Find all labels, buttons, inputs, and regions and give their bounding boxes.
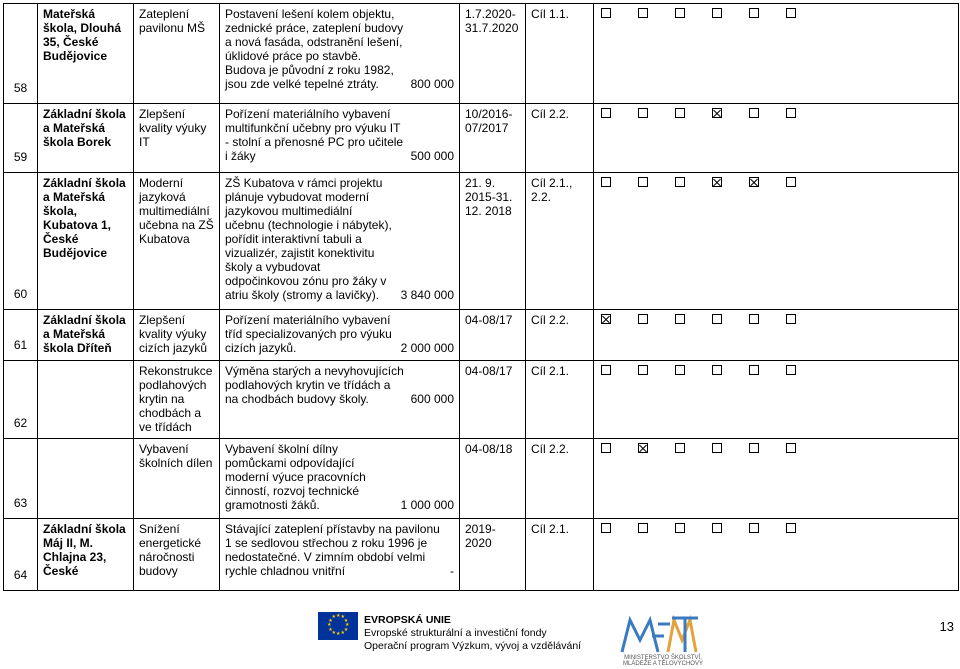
goal: Cíl 2.1. bbox=[526, 361, 594, 439]
eu-flag-icon bbox=[318, 612, 358, 640]
table-row bbox=[4, 519, 959, 591]
description-cell bbox=[220, 310, 460, 361]
empty-box-icon bbox=[601, 523, 611, 533]
empty-box-icon bbox=[786, 177, 796, 187]
empty-box-icon bbox=[601, 177, 611, 187]
description-cell bbox=[220, 173, 460, 310]
table-row bbox=[4, 4, 959, 104]
project-name: Moderní jazyková multimediální učebna na ZŠ Kubatova bbox=[134, 173, 220, 310]
amount: 2 000 000 bbox=[400, 341, 454, 355]
project-name: Zateplení pavilonu MŠ bbox=[134, 4, 220, 104]
empty-box-icon bbox=[712, 314, 722, 324]
applicant bbox=[38, 439, 134, 519]
applicant: Základní škola Máj II, M. Chlajna 23, České bbox=[38, 519, 134, 591]
empty-box-icon bbox=[786, 365, 796, 375]
star-icon: ★ bbox=[328, 626, 333, 633]
projects-table bbox=[3, 3, 959, 591]
star-icon: ★ bbox=[345, 622, 350, 628]
project-name: Zlepšení kvality výuky cizích jazyků bbox=[134, 310, 220, 361]
empty-box-icon bbox=[749, 443, 759, 453]
row-number: 58 bbox=[4, 4, 38, 104]
empty-box-icon bbox=[712, 8, 722, 18]
star-icon: ★ bbox=[343, 626, 349, 633]
applicant: Mateřská škola, Dlouhá 35, České Budějovice bbox=[38, 4, 134, 104]
empty-box-icon bbox=[638, 108, 648, 118]
eu-programme: Operační program Výzkum, vývoj a vzdělávání bbox=[364, 640, 582, 652]
project-name: Snížení energetické náročnosti budovy bbox=[134, 519, 220, 591]
period: 04-08/18 bbox=[460, 439, 526, 519]
table-row bbox=[4, 104, 959, 173]
checkbox-cell bbox=[594, 519, 959, 591]
checkbox-cell bbox=[594, 173, 959, 310]
row-number: 64 bbox=[4, 519, 38, 591]
empty-box-icon bbox=[601, 365, 611, 375]
applicant: Základní škola a Mateřská škola Dříteň bbox=[38, 310, 134, 361]
period: 10/2016-07/2017 bbox=[460, 104, 526, 173]
star-icon: ★ bbox=[327, 622, 332, 628]
checked-box-icon bbox=[712, 177, 722, 187]
amount: 3 840 000 bbox=[400, 288, 454, 302]
eu-title: EVROPSKÁ UNIE bbox=[364, 614, 451, 626]
row-number: 59 bbox=[4, 104, 38, 173]
empty-box-icon bbox=[675, 8, 685, 18]
amount: 600 000 bbox=[410, 392, 454, 406]
goal: Cíl 1.1. bbox=[526, 4, 594, 104]
empty-box-icon bbox=[786, 8, 796, 18]
period: 2019-2020 bbox=[460, 519, 526, 591]
empty-box-icon bbox=[749, 314, 759, 324]
applicant: Základní škola a Mateřská škola Borek bbox=[38, 104, 134, 173]
eu-logo-text bbox=[364, 614, 581, 653]
checked-box-icon bbox=[712, 108, 722, 118]
amount: 500 000 bbox=[410, 149, 454, 163]
amount: - bbox=[450, 564, 454, 578]
empty-box-icon bbox=[749, 8, 759, 18]
table-row bbox=[4, 439, 959, 519]
period: 04-08/17 bbox=[460, 310, 526, 361]
description-cell bbox=[220, 361, 460, 439]
description-cell bbox=[220, 104, 460, 173]
table-row bbox=[4, 173, 959, 310]
footer bbox=[0, 610, 960, 669]
checkbox-cell bbox=[594, 4, 959, 104]
checkbox-cell bbox=[594, 310, 959, 361]
row-number: 62 bbox=[4, 361, 38, 439]
goal: Cíl 2.2. bbox=[526, 439, 594, 519]
empty-box-icon bbox=[638, 523, 648, 533]
period: 1.7.2020-31.7.2020 bbox=[460, 4, 526, 104]
empty-box-icon bbox=[712, 443, 722, 453]
empty-box-icon bbox=[749, 108, 759, 118]
goal: Cíl 2.2. bbox=[526, 104, 594, 173]
empty-box-icon bbox=[638, 8, 648, 18]
empty-box-icon bbox=[749, 523, 759, 533]
table-row bbox=[4, 361, 959, 439]
amount: 1 000 000 bbox=[400, 498, 454, 512]
star-icon: ★ bbox=[340, 629, 345, 636]
star-icon: ★ bbox=[336, 631, 341, 637]
row-number: 60 bbox=[4, 173, 38, 310]
goal: Cíl 2.2. bbox=[526, 310, 594, 361]
description: Postavení lešení kolem objektu, zednické práce, zateplení budovy a nová fasáda, odstranění lešení, úklidové práce po stavbě. Budova je původní z roku 1982, jsou zde velké tepelné ztráty. bbox=[225, 7, 404, 91]
period: 21. 9. 2015-31. 12. 2018 bbox=[460, 173, 526, 310]
applicant: Základní škola a Mateřská škola, Kubatova 1, České Budějovice bbox=[38, 173, 134, 310]
empty-box-icon bbox=[675, 443, 685, 453]
goal: Cíl 2.1., 2.2. bbox=[526, 173, 594, 310]
empty-box-icon bbox=[675, 314, 685, 324]
description-cell bbox=[220, 439, 460, 519]
checkbox-cell bbox=[594, 104, 959, 173]
empty-box-icon bbox=[638, 314, 648, 324]
star-icon: ★ bbox=[336, 613, 341, 619]
amount: 800 000 bbox=[410, 77, 454, 91]
description: Vybavení školní dílny pomůckami odpovídající moderní výuce pracovních činností, rozvoj technické gramotnosti žáků. bbox=[225, 442, 366, 512]
star-icon: ★ bbox=[328, 617, 333, 624]
description-cell bbox=[220, 519, 460, 591]
empty-box-icon bbox=[712, 523, 722, 533]
checked-box-icon bbox=[749, 177, 759, 187]
empty-box-icon bbox=[675, 365, 685, 375]
goal: Cíl 2.1. bbox=[526, 519, 594, 591]
eu-funds: Evropské strukturální a investiční fondy bbox=[364, 627, 547, 639]
empty-box-icon bbox=[786, 108, 796, 118]
empty-box-icon bbox=[601, 443, 611, 453]
table-row bbox=[4, 310, 959, 361]
star-icon: ★ bbox=[343, 617, 349, 624]
checkbox-cell bbox=[594, 439, 959, 519]
project-name: Rekonstrukce podlahových krytin na chodbách a ve třídách bbox=[134, 361, 220, 439]
description: Pořízení materiálního vybavení multifunkční učebny pro výuku IT - stolní a přenosné PC pro učitele i žáky bbox=[225, 107, 404, 163]
empty-box-icon bbox=[712, 365, 722, 375]
description: Výměna starých a nevyhovujících podlahových krytin ve třídách a na chodbách budovy školy. bbox=[225, 364, 404, 406]
applicant bbox=[38, 361, 134, 439]
description-cell bbox=[220, 4, 460, 104]
star-icon: ★ bbox=[340, 614, 345, 621]
project-name: Zlepšení kvality výuky IT bbox=[134, 104, 220, 173]
description: ZŠ Kubatova v rámci projektu plánuje vybudovat moderní jazykovou multimediální učebnu (technologie i nábytek), pořídit interaktivní tabuli a vizualizér, zajistit konektivitu školy a vybudovat odpočinkovou zónu pro žáky v atriu školy (stromy a lavičky). bbox=[225, 176, 392, 302]
star-icon: ★ bbox=[331, 614, 336, 621]
checked-box-icon bbox=[601, 314, 611, 324]
empty-box-icon bbox=[786, 314, 796, 324]
empty-box-icon bbox=[675, 108, 685, 118]
empty-box-icon bbox=[786, 523, 796, 533]
empty-box-icon bbox=[675, 177, 685, 187]
period: 04-08/17 bbox=[460, 361, 526, 439]
row-number: 63 bbox=[4, 439, 38, 519]
ministry-name: MINISTERSTVO ŠKOLSTVÍ, MLÁDEŽE A TĚLOVÝCHOVY bbox=[623, 655, 703, 667]
description: Stávající zateplení přístavby na pavilonu 1 se sedlovou střechou z roku 1996 je nedostatečné. V zimním období velmi rychle chladnou vnitřní bbox=[225, 522, 440, 578]
project-name: Vybavení školních dílen bbox=[134, 439, 220, 519]
empty-box-icon bbox=[601, 108, 611, 118]
empty-box-icon bbox=[601, 8, 611, 18]
empty-box-icon bbox=[638, 365, 648, 375]
empty-box-icon bbox=[675, 523, 685, 533]
empty-box-icon bbox=[786, 443, 796, 453]
checkbox-cell bbox=[594, 361, 959, 439]
page-number: 13 bbox=[939, 619, 954, 634]
empty-box-icon bbox=[749, 365, 759, 375]
row-number: 61 bbox=[4, 310, 38, 361]
star-icon: ★ bbox=[331, 629, 336, 636]
checked-box-icon bbox=[638, 443, 648, 453]
empty-box-icon bbox=[638, 177, 648, 187]
description: Pořízení materiálního vybavení tříd specializovaných pro výuku cizích jazyků. bbox=[225, 313, 392, 355]
